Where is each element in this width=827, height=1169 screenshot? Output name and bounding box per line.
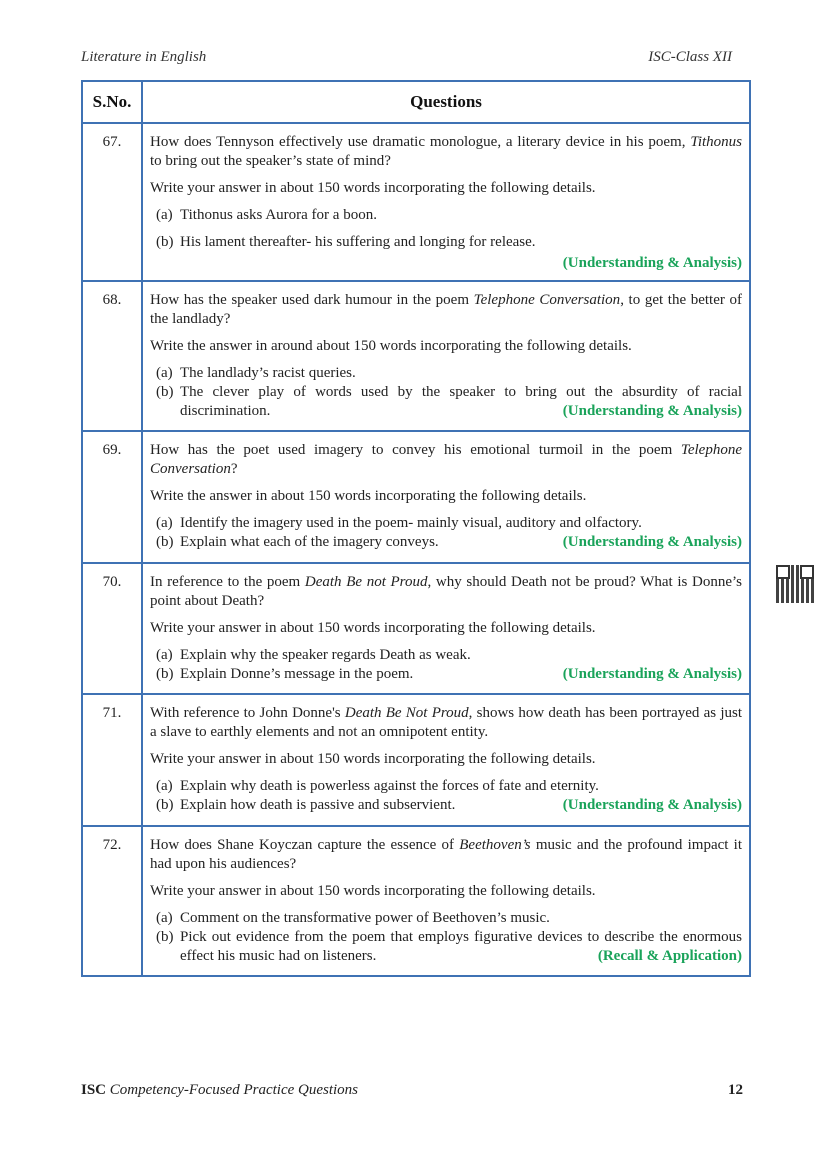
detail-text-content: Identify the imagery used in the poem- mainly visual, auditory and olfactory. [180,515,642,531]
question-cell [142,281,750,431]
detail-label: (a) [156,778,173,794]
page-footer [81,1082,746,1099]
detail-text-content: His lament thereafter- his suffering and longing for release. [180,234,536,250]
detail-item [156,533,742,552]
question-cell [142,826,750,976]
poem-title: Telephone Conversation [473,292,621,308]
detail-label: (b) [156,929,174,945]
prompt-text: How does Tennyson effectively use dramatic monologue, a literary device in his poem, [150,134,691,150]
footer-brand: ISC [81,1082,107,1098]
table-row [82,694,750,826]
detail-text [180,233,742,252]
running-header-subject: Literature in English [81,49,207,65]
prompt-text: How does Shane Koyczan capture the essence of [150,837,460,853]
page-number: 12 [728,1082,743,1098]
detail-text-content: Comment on the transformative power of Beethoven’s music. [180,910,550,926]
question-instruction: Write your answer in about 150 words incorporating the following details. [150,180,596,196]
detail-item [156,364,742,383]
question-cell [142,563,750,694]
detail-list [150,514,742,552]
detail-text [180,533,742,552]
prompt-text: music and the profound impact it had upon his audiences? [150,837,742,872]
skill-tag: (Understanding & Analysis) [562,797,742,813]
prompt-text: With reference to John Donne's [150,705,345,721]
detail-text [180,796,742,815]
detail-list [150,909,742,966]
poem-title: Telephone Conversation [150,442,742,477]
skill-tag: (Understanding & Analysis) [562,403,742,419]
question-number: 72. [82,826,142,976]
detail-item [156,646,742,665]
skill-tag: (Understanding & Analysis) [562,666,742,682]
detail-item [156,514,742,533]
detail-text-content: Explain why death is powerless against the forces of fate and eternity. [180,778,599,794]
prompt-text: How has the poet used imagery to convey his emotional turmoil in the poem [150,442,681,458]
detail-item [156,777,742,796]
column-header-questions: Questions [142,81,750,123]
skill-tag: (Understanding & Analysis) [562,255,742,271]
poem-title: Death Be Not Proud [344,705,469,721]
detail-list [150,777,742,815]
question-prompt [150,704,742,742]
detail-text-content: Pick out evidence from the poem that employs figurative devices to describe the enormous effect his music had on listeners. [180,929,742,964]
question-instruction: Write the answer in about 150 words incorporating the following details. [150,488,587,504]
detail-label: (b) [156,666,174,682]
detail-text-content: Explain Donne’s message in the poem. [180,666,414,682]
skill-tag: (Understanding & Analysis) [562,534,742,550]
detail-item [156,665,742,684]
prompt-text: How has the speaker used dark humour in the poem [150,292,474,308]
detail-item [156,206,742,225]
detail-text [180,364,742,383]
detail-item [156,909,742,928]
question-number: 68. [82,281,142,431]
prompt-text: , why should Death not be proud? What is Donne’s point about Death? [150,574,743,609]
poem-title: Beethoven’s [459,837,531,853]
prompt-text: ? [230,461,238,477]
question-prompt [150,441,742,479]
detail-list [150,206,742,252]
detail-text [180,646,742,665]
detail-label: (a) [156,365,173,381]
question-prompt [150,836,742,874]
prompt-text: , to get the better of the landlady? [150,292,742,327]
question-number: 69. [82,431,142,563]
question-instruction: Write your answer in about 150 words incorporating the following details. [150,883,596,899]
question-number: 70. [82,563,142,694]
question-cell [142,431,750,563]
detail-item [156,383,742,421]
detail-text [180,206,742,225]
table-row [82,826,750,976]
detail-text [180,514,742,533]
table-row [82,281,750,431]
prompt-text: In reference to the poem [150,574,305,590]
detail-label: (a) [156,515,173,531]
table-row [82,431,750,563]
prompt-text: to bring out the speaker’s state of mind? [150,153,391,169]
detail-text-content: Tithonus asks Aurora for a boon. [180,207,377,223]
qr-code-icon[interactable] [776,565,814,603]
question-prompt [150,291,742,329]
question-number: 71. [82,694,142,826]
question-prompt [150,133,742,171]
detail-label: (b) [156,234,174,250]
poem-title: Death Be not Proud [304,574,428,590]
footer-title: Competency-Focused Practice Questions [106,1082,359,1098]
detail-label: (a) [156,207,173,223]
detail-text [180,665,742,684]
detail-item [156,928,742,966]
question-prompt [150,573,742,611]
detail-text-content: Explain why the speaker regards Death as weak. [180,647,471,663]
detail-text-content: The clever play of words used by the speaker to bring out the absurdity of racial discrimination. [180,384,742,419]
poem-title: Tithonus [690,134,742,150]
skill-tag: (Recall & Application) [597,948,742,964]
question-cell [142,694,750,826]
detail-text [180,383,742,421]
detail-list [150,364,742,421]
question-cell [142,123,750,281]
column-header-sno: S.No. [82,81,142,123]
detail-text [180,928,742,966]
detail-label: (b) [156,384,174,400]
prompt-text: , shows how death has been portrayed as just a slave to earthly elements and not an omnipotent entity. [150,705,743,740]
question-instruction: Write the answer in around about 150 words incorporating the following details. [150,338,632,354]
detail-item [156,796,742,815]
detail-label: (b) [156,534,174,550]
question-instruction: Write your answer in about 150 words incorporating the following details. [150,751,596,767]
detail-label: (a) [156,647,173,663]
detail-text-content: The landlady’s racist queries. [180,365,356,381]
detail-list [150,646,742,684]
table-row [82,563,750,694]
question-instruction: Write your answer in about 150 words incorporating the following details. [150,620,596,636]
detail-text [180,909,742,928]
detail-label: (b) [156,797,174,813]
detail-item [156,233,742,252]
table-row [82,123,750,281]
detail-text [180,777,742,796]
running-header-class: ISC-Class XII [648,49,732,65]
questions-table [81,80,751,977]
detail-text-content: Explain what each of the imagery conveys. [180,534,439,550]
detail-label: (a) [156,910,173,926]
detail-text-content: Explain how death is passive and subservient. [180,797,456,813]
question-number: 67. [82,123,142,281]
